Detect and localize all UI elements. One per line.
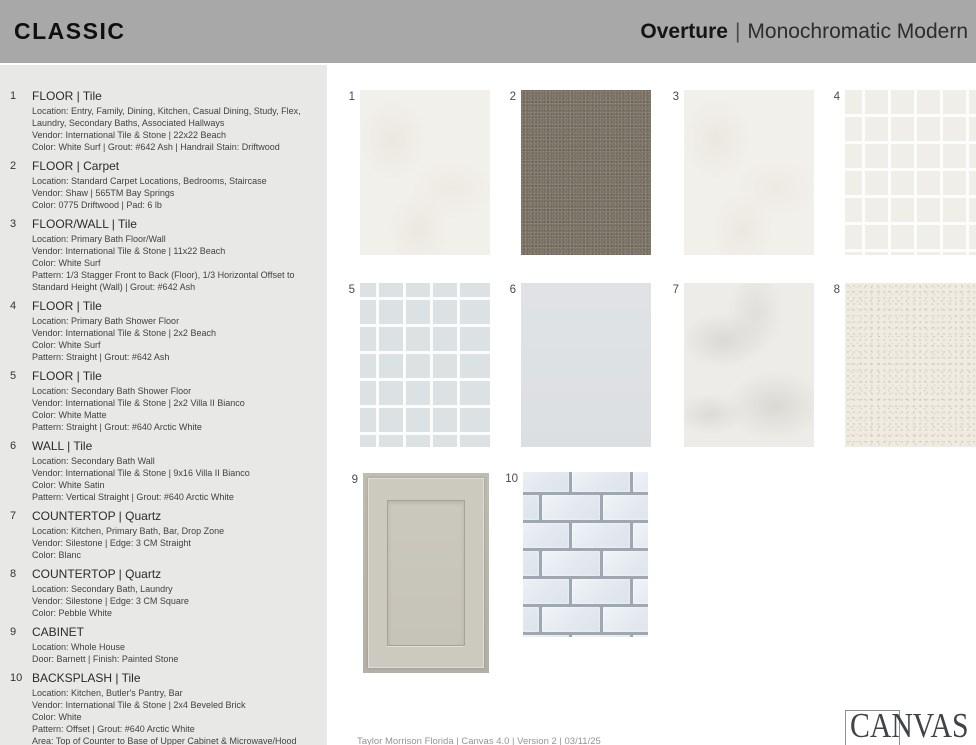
subway-brick [633, 523, 648, 548]
spec-detail-line: Location: Standard Carpet Locations, Bedrooms, Staircase [32, 176, 267, 186]
spec-detail-line: Area: Top of Counter to Base of Upper Cabinet & Microwave/Hood [32, 736, 297, 745]
swatch-8-quartz-pebble-white [845, 283, 976, 447]
spec-item-title: FLOOR | Carpet [32, 159, 120, 173]
spec-detail-line: Vendor: International Tile & Stone | 9x16 Villa II Bianco [32, 468, 250, 478]
spec-detail-line: Pattern: Straight | Grout: #640 Arctic White [32, 422, 202, 432]
swatch-6-wall-tile-villa-bianco [521, 283, 651, 447]
cabinet-door-panel [387, 500, 465, 646]
spec-detail-line: Color: White Matte [32, 410, 107, 420]
spec-detail-line: Vendor: International Tile & Stone | 2x2 Villa II Bianco [32, 398, 245, 408]
footer-note: Taylor Morrison Florida | Canvas 4.0 | Version 2 | 03/11/25 [357, 736, 601, 745]
swatch-3-floor-wall-tile-beach [684, 90, 814, 255]
spec-detail-line: Pattern: 1/3 Stagger Front to Back (Floor), 1/3 Horizontal Offset to Standard Height (Wall) | Grout: #642 Ash [32, 270, 295, 292]
spec-detail-line: Color: White Satin [32, 480, 105, 490]
spec-item-details [32, 315, 313, 363]
swatch-4-mosaic-beach [845, 90, 976, 255]
swatch-9-cabinet-door [363, 473, 489, 673]
spec-item-body [32, 508, 313, 561]
subway-brick [572, 579, 630, 604]
spec-item-details [32, 455, 313, 503]
spec-item-number: 4 [10, 300, 17, 312]
subway-brick [523, 607, 539, 632]
spec-detail-line: Pattern: Straight | Grout: #642 Ash [32, 352, 170, 362]
subway-brick [633, 635, 648, 637]
subway-brick [572, 523, 630, 548]
spec-detail-line: Color: Pebble White [32, 608, 113, 618]
spec-detail-line: Location: Kitchen, Butler's Pantry, Bar [32, 688, 183, 698]
subway-brick [523, 635, 569, 637]
spec-item-details [32, 583, 313, 619]
spec-detail-line: Vendor: Shaw | 565TM Bay Springs [32, 188, 175, 198]
spec-detail-line: Location: Kitchen, Primary Bath, Bar, Drop Zone [32, 526, 225, 536]
spec-detail-line: Location: Primary Bath Shower Floor [32, 316, 180, 326]
subway-brick [523, 495, 539, 520]
subway-brick [633, 472, 648, 492]
spec-detail-line: Door: Barnett | Finish: Painted Stone [32, 654, 179, 664]
swatch-4-number: 4 [833, 91, 840, 103]
spec-detail-line: Vendor: International Tile & Stone | 2x2 Beach [32, 328, 216, 338]
spec-item [10, 566, 313, 619]
swatch-1-floor-tile-beach [360, 90, 490, 255]
spec-item-body [32, 88, 313, 153]
swatch-3-number: 3 [672, 91, 679, 103]
spec-item-title: COUNTERTOP | Quartz [32, 567, 162, 581]
spec-detail-line: Location: Secondary Bath Wall [32, 456, 155, 466]
subway-brick [542, 551, 600, 576]
subway-brick [523, 579, 569, 604]
swatch-10-number: 10 [505, 473, 518, 485]
subway-brick [523, 472, 569, 492]
subway-brick [542, 607, 600, 632]
spec-item-number: 7 [10, 510, 17, 522]
subway-brick [523, 523, 569, 548]
spec-item-body [32, 438, 313, 503]
spec-detail-line: Pattern: Vertical Straight | Grout: #640 Arctic White [32, 492, 234, 502]
palette-name: Monochromatic Modern [747, 19, 968, 43]
spec-item-number: 8 [10, 568, 17, 580]
swatch-6-number: 6 [509, 284, 516, 296]
spec-item [10, 298, 313, 363]
spec-item-title: FLOOR | Tile [32, 299, 102, 313]
swatch-2-number: 2 [509, 91, 516, 103]
spec-detail-line: Pattern: Offset | Grout: #640 Arctic White [32, 724, 195, 734]
spec-detail-line: Color: Blanc [32, 550, 82, 560]
swatch-7-number: 7 [672, 284, 679, 296]
subway-brick [572, 472, 630, 492]
spec-detail-line: Color: White Surf [32, 340, 101, 350]
spec-detail-line: Vendor: Silestone | Edge: 3 CM Straight [32, 538, 191, 548]
subway-brick [603, 551, 648, 576]
spec-item-number: 2 [10, 160, 17, 172]
header [0, 0, 976, 63]
swatch-10-backsplash-tile [523, 472, 648, 637]
spec-item-title: WALL | Tile [32, 439, 93, 453]
spec-item-details [32, 175, 313, 211]
spec-detail-line: Location: Whole House [32, 642, 126, 652]
spec-item-body [32, 670, 313, 745]
subway-brick [572, 635, 630, 637]
spec-detail-line: Color: White [32, 712, 82, 722]
spec-item-number: 6 [10, 440, 17, 452]
spec-detail-line: Color: White Surf [32, 258, 101, 268]
spec-item-title: FLOOR/WALL | Tile [32, 217, 137, 231]
spec-detail-line: Location: Primary Bath Floor/Wall [32, 234, 166, 244]
spec-detail-line: Color: White Surf | Grout: #642 Ash | Handrail Stain: Driftwood [32, 142, 280, 152]
spec-item [10, 158, 313, 211]
spec-item-title: COUNTERTOP | Quartz [32, 509, 162, 523]
swatch-1-number: 1 [348, 91, 355, 103]
subway-brick [603, 495, 648, 520]
spec-item [10, 438, 313, 503]
spec-item-body [32, 216, 313, 293]
spec-detail-line: Location: Secondary Bath, Laundry [32, 584, 173, 594]
spec-item-number: 1 [10, 90, 17, 102]
collection-title [640, 20, 968, 44]
spec-item-title: FLOOR | Tile [32, 89, 102, 103]
spec-item-details [32, 233, 313, 293]
subway-brick [542, 495, 600, 520]
spec-item-number: 10 [10, 672, 23, 684]
brand-title: CLASSIC [14, 18, 126, 44]
spec-item [10, 670, 313, 745]
canvas-logo: CANVAS [850, 706, 969, 745]
spec-detail-line: Location: Entry, Family, Dining, Kitchen, Casual Dining, Study, Flex, Laundry, Secondary Baths, Associated Hallways [32, 106, 301, 128]
spec-detail-line: Vendor: International Tile & Stone | 2x4 Beveled Brick [32, 700, 246, 710]
spec-item [10, 216, 313, 293]
spec-item [10, 624, 313, 665]
spec-item-body [32, 158, 313, 211]
spec-detail-line: Color: 0775 Driftwood | Pad: 6 lb [32, 200, 162, 210]
spec-detail-line: Location: Secondary Bath Shower Floor [32, 386, 192, 396]
collection-name: Overture [640, 19, 728, 43]
spec-item-body [32, 298, 313, 363]
swatch-5-mosaic-villa-bianco [360, 283, 490, 447]
spec-item-number: 5 [10, 370, 17, 382]
spec-detail-line: Vendor: International Tile & Stone | 22x22 Beach [32, 130, 226, 140]
spec-list [10, 88, 313, 745]
swatch-8-number: 8 [833, 284, 840, 296]
swatch-9-number: 9 [351, 474, 358, 486]
spec-item-body [32, 368, 313, 433]
spec-detail-line: Vendor: International Tile & Stone | 11x22 Beach [32, 246, 226, 256]
spec-item-details [32, 525, 313, 561]
spec-item-title: FLOOR | Tile [32, 369, 102, 383]
spec-item [10, 508, 313, 561]
subway-brick [633, 579, 648, 604]
swatch-2-carpet-driftwood [521, 90, 651, 255]
spec-sidebar [0, 65, 327, 745]
spec-item-details [32, 687, 313, 745]
spec-item-title: CABINET [32, 625, 85, 639]
spec-item [10, 368, 313, 433]
swatch-7-quartz-blanc [684, 283, 814, 447]
spec-item-title: BACKSPLASH | Tile [32, 671, 141, 685]
spec-item [10, 88, 313, 153]
collection-separator: | [734, 19, 741, 43]
spec-detail-line: Vendor: Silestone | Edge: 3 CM Square [32, 596, 189, 606]
subway-brick [523, 551, 539, 576]
spec-item-number: 3 [10, 218, 17, 230]
spec-item-body [32, 624, 313, 665]
spec-item-details [32, 641, 313, 665]
spec-item-number: 9 [10, 626, 17, 638]
subway-brick [603, 607, 648, 632]
swatch-5-number: 5 [348, 284, 355, 296]
spec-item-body [32, 566, 313, 619]
spec-item-details [32, 105, 313, 153]
spec-item-details [32, 385, 313, 433]
